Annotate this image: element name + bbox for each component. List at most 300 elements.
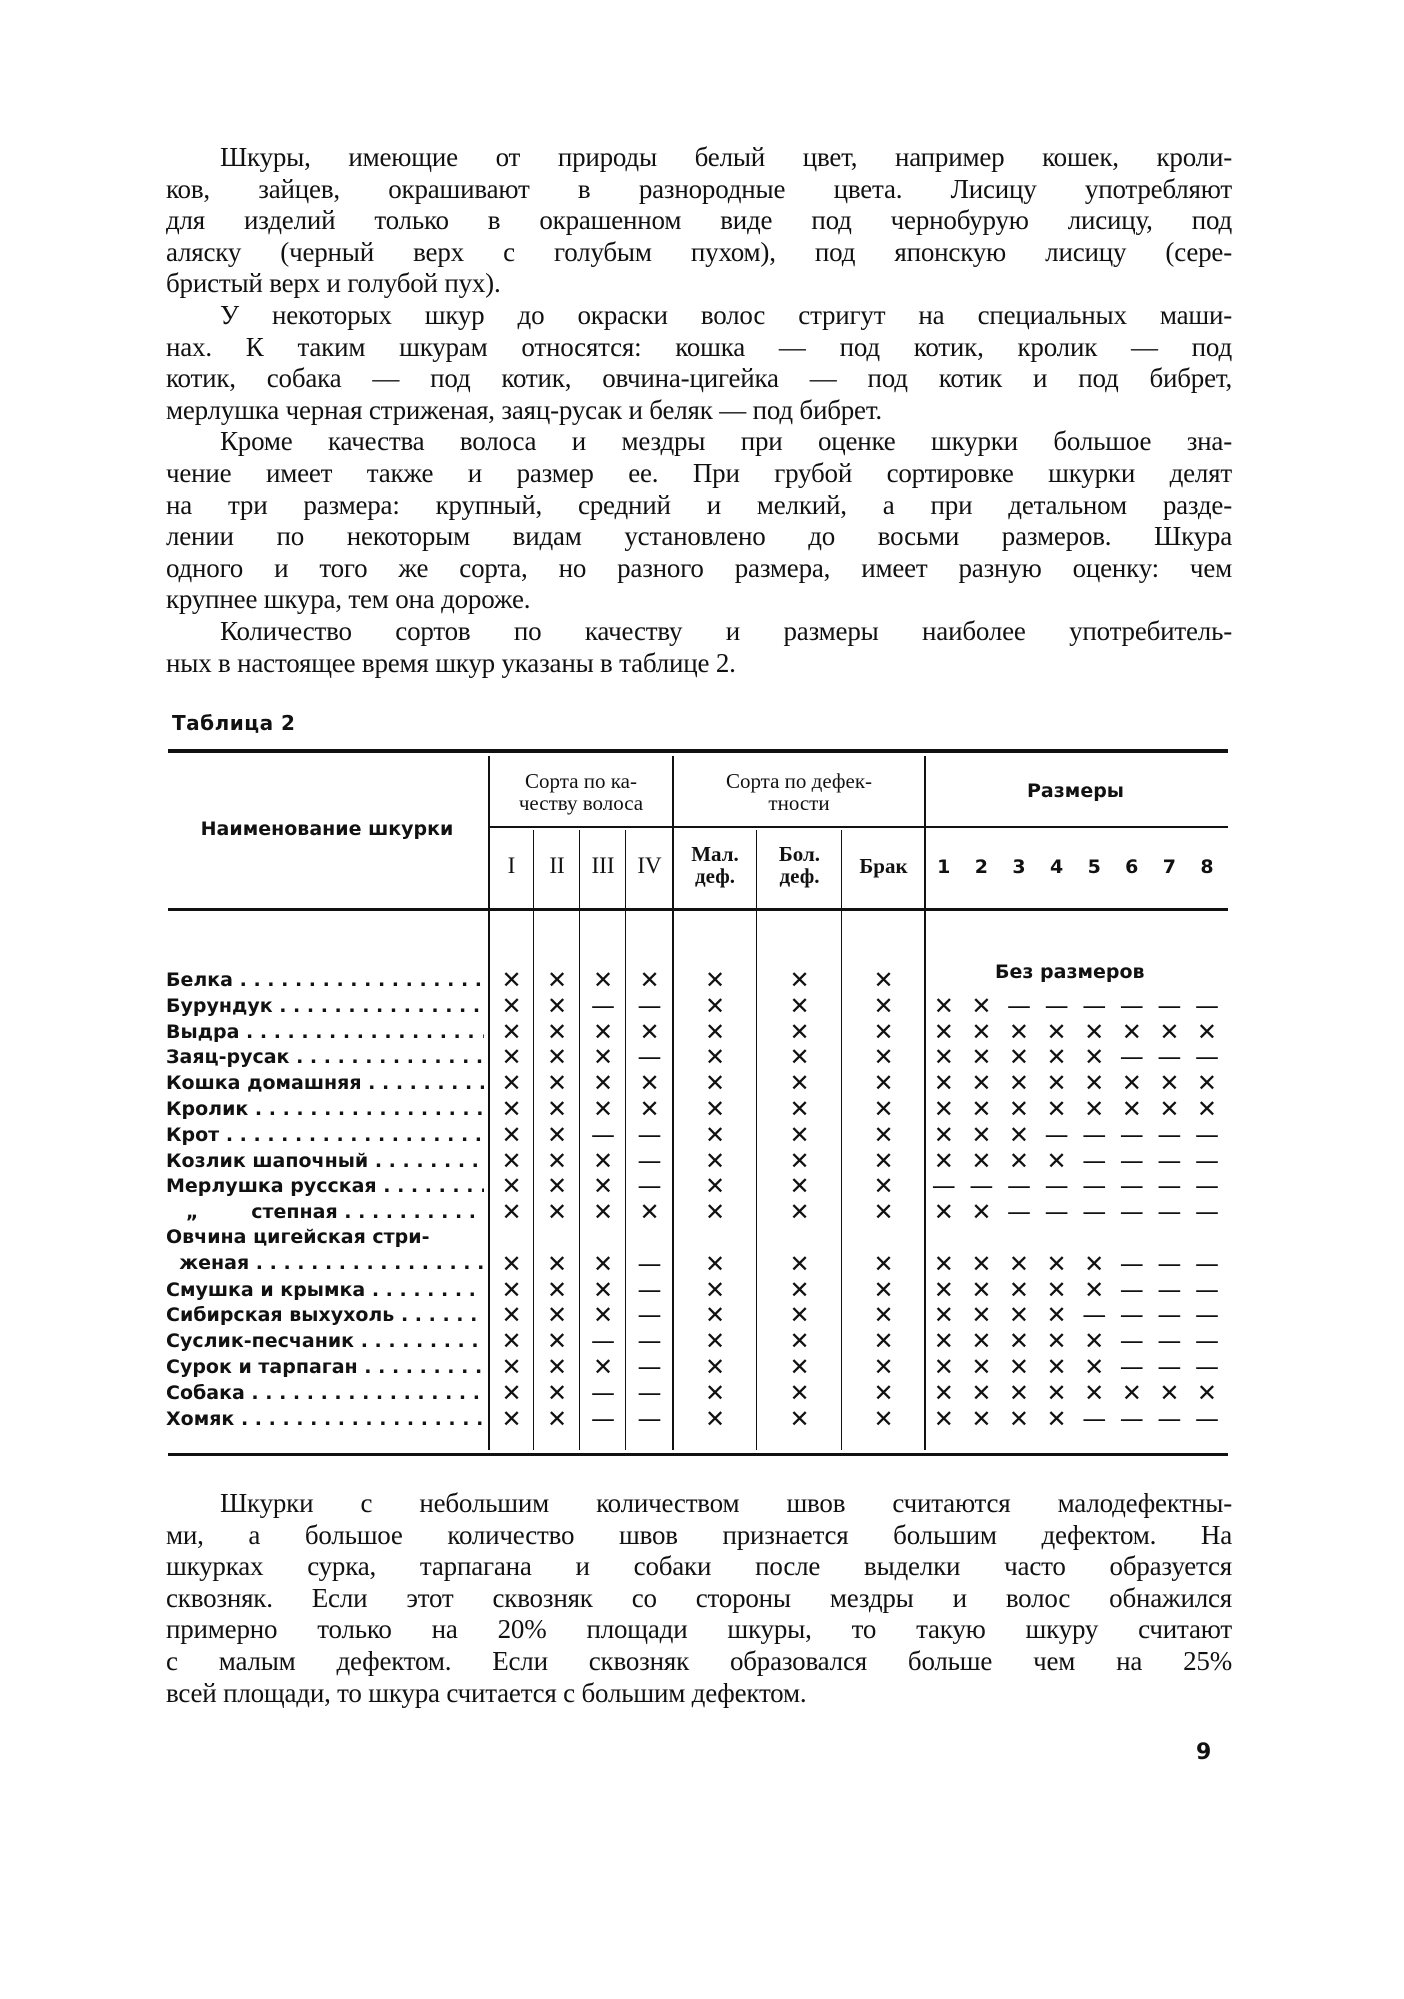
size-mark: ✕ <box>971 1198 992 1227</box>
size-mark: — <box>1119 991 1144 1020</box>
size-mark: ✕ <box>1008 1017 1030 1046</box>
grade-mark: ✕ <box>501 966 522 994</box>
size-mark: ✕ <box>1008 1043 1030 1072</box>
header-size-7: 7 <box>1162 856 1176 878</box>
skin-name: Мерлушка русская . . . <box>166 1173 484 1199</box>
text-line: ков, зайцев, окрашивают в разнородные цвета. Лисицу употребляют <box>166 173 1232 204</box>
size-mark: — <box>1119 1275 1144 1304</box>
header-grades-group: Сорта по ка- честву волоса <box>518 769 644 815</box>
text-line: Шкуры, имеющие от природы белый цвет, например кошек, кроли- <box>220 142 1232 172</box>
size-mark: — <box>1194 1172 1219 1201</box>
size-mark: ✕ <box>971 1275 992 1304</box>
size-mark: ✕ <box>971 1069 992 1098</box>
grade-mark: ✕ <box>546 1275 568 1304</box>
defect-mark: ✕ <box>704 1120 726 1149</box>
defect-mark: ✕ <box>789 1095 810 1123</box>
defect-mark: ✕ <box>704 1353 726 1381</box>
size-mark: — <box>1194 1353 1219 1381</box>
grade-mark: ✕ <box>501 1120 522 1149</box>
grade-mark: — <box>591 1378 615 1407</box>
header-size-8: 8 <box>1200 856 1214 878</box>
size-mark: — <box>1157 1353 1182 1381</box>
defect-mark: ✕ <box>704 1043 726 1072</box>
size-mark: — <box>1082 1146 1107 1175</box>
text-line: всей площади, то шкура считается с большим дефектом. <box>166 1677 807 1708</box>
size-mark: — <box>1082 1120 1107 1149</box>
table-row <box>166 1122 1228 1148</box>
grade-mark: ✕ <box>592 1275 614 1304</box>
text-line: лении по некоторым видам установлено до восьми размеров. Шкура <box>166 521 1232 552</box>
size-mark: ✕ <box>1084 1017 1105 1046</box>
defect-mark: ✕ <box>789 1146 810 1175</box>
size-mark: ✕ <box>1121 1069 1142 1098</box>
size-mark: ✕ <box>1084 1353 1105 1381</box>
skin-name: Сибирская выхухоль . . . <box>166 1302 484 1328</box>
size-mark: — <box>1157 1172 1182 1201</box>
skin-name: Собака . . . <box>166 1380 484 1406</box>
text-line: ми, а большое количество швов признается большим дефектом. На <box>166 1519 1232 1550</box>
table-row <box>166 1354 1228 1380</box>
defect-mark: ✕ <box>873 966 894 994</box>
size-mark: — <box>1119 1404 1144 1433</box>
size-mark: ✕ <box>971 1404 992 1433</box>
defect-mark: ✕ <box>873 1120 894 1149</box>
skin-name: „ степная . . . <box>166 1199 484 1225</box>
defect-mark: ✕ <box>873 1327 894 1356</box>
size-mark: — <box>1082 1404 1107 1433</box>
defect-mark: ✕ <box>789 1043 810 1072</box>
body-text-top <box>166 142 1232 679</box>
size-mark: — <box>1194 1043 1219 1072</box>
size-mark: — <box>1006 1172 1031 1201</box>
defect-mark: ✕ <box>704 1146 726 1175</box>
size-mark: — <box>1157 1198 1182 1227</box>
size-mark: ✕ <box>1008 1146 1030 1175</box>
size-mark: ✕ <box>1008 1069 1030 1098</box>
size-mark: ✕ <box>971 1378 992 1407</box>
size-mark: ✕ <box>933 1198 954 1227</box>
table-row <box>166 1070 1228 1096</box>
grade-mark: ✕ <box>639 1069 660 1098</box>
size-mark: — <box>1194 1301 1219 1330</box>
grade-mark: ✕ <box>501 1353 522 1381</box>
size-mark: — <box>1194 1146 1219 1175</box>
size-mark: ✕ <box>1046 1017 1067 1046</box>
size-mark: — <box>1119 1249 1144 1278</box>
grade-mark: — <box>637 991 662 1020</box>
size-mark: — <box>1044 1172 1069 1201</box>
text-line: чение имеет также и размер ее. При грубой сортировке шкурки делят <box>166 457 1232 488</box>
table-header-rule <box>168 908 1228 911</box>
grade-mark: ✕ <box>639 1198 660 1227</box>
header-grade-2: II <box>549 853 565 878</box>
size-mark: — <box>1157 1275 1182 1304</box>
defect-mark: ✕ <box>789 1120 810 1149</box>
table-row <box>166 1380 1228 1406</box>
table-row <box>166 1199 1228 1225</box>
defect-mark: ✕ <box>789 1301 810 1330</box>
size-mark: — <box>1119 1172 1144 1201</box>
size-mark: — <box>1157 1249 1182 1278</box>
table-row <box>166 993 1228 1019</box>
defect-mark: ✕ <box>873 1069 894 1098</box>
size-mark: — <box>1194 1327 1219 1356</box>
grade-mark: ✕ <box>546 1017 568 1046</box>
defect-mark: ✕ <box>704 1404 726 1433</box>
skin-name: Смушка и крымка . . . <box>166 1277 484 1303</box>
header-defect-3: Брак <box>859 854 908 878</box>
grade-mark: — <box>591 1327 615 1356</box>
size-mark: ✕ <box>933 1404 954 1433</box>
grade-mark: ✕ <box>501 1275 522 1304</box>
defect-mark: ✕ <box>873 1301 894 1330</box>
size-mark: ✕ <box>1046 1404 1067 1433</box>
paragraph <box>166 616 1232 679</box>
header-sizes-group: Размеры <box>1027 780 1124 802</box>
grade-mark: ✕ <box>546 991 568 1020</box>
size-mark: ✕ <box>933 991 954 1020</box>
size-mark: — <box>1194 1249 1219 1278</box>
grade-mark: ✕ <box>592 1172 614 1201</box>
size-mark: ✕ <box>1008 1353 1030 1381</box>
size-mark: ✕ <box>1046 1327 1067 1356</box>
size-mark: ✕ <box>933 1353 954 1381</box>
size-mark: ✕ <box>933 1017 954 1046</box>
text-line: котик, собака — под котик, овчина-цигейка — под котик и под бибрет, <box>166 363 1232 394</box>
size-mark: — <box>1194 1275 1219 1304</box>
grade-mark: ✕ <box>592 1198 614 1227</box>
size-mark: ✕ <box>971 1249 992 1278</box>
size-mark: ✕ <box>1046 1353 1067 1381</box>
size-mark: — <box>1157 1327 1182 1356</box>
defect-mark: ✕ <box>789 991 810 1020</box>
table-row <box>166 961 1228 994</box>
defect-mark: ✕ <box>789 1172 810 1201</box>
size-mark: ✕ <box>971 1146 992 1175</box>
grade-mark: — <box>637 1353 662 1381</box>
grade-mark: — <box>637 1327 662 1356</box>
skin-name: Овчина цигейская стри- женая . . . <box>166 1225 484 1277</box>
defect-mark: ✕ <box>789 1198 810 1227</box>
skin-name: Кошка домашняя . . . <box>166 1070 484 1096</box>
defect-mark: ✕ <box>704 1095 726 1123</box>
size-mark: ✕ <box>1046 1043 1067 1072</box>
text-line: мерлушка черная стриженая, заяц-русак и беляк — под бибрет. <box>166 394 882 425</box>
size-mark: — <box>1157 1301 1182 1330</box>
grade-mark: — <box>637 1378 662 1407</box>
text-line: одного и того же сорта, но разного размера, имеет разную оценку: чем <box>166 552 1232 583</box>
size-mark: ✕ <box>971 991 992 1020</box>
size-mark: — <box>1044 991 1069 1020</box>
size-mark: ✕ <box>1084 1095 1105 1123</box>
grade-mark: ✕ <box>546 1146 568 1175</box>
skin-name: Суслик-песчаник . . . <box>166 1328 484 1354</box>
defect-mark: ✕ <box>789 1353 810 1381</box>
grade-mark: ✕ <box>501 1404 522 1433</box>
grade-mark: ✕ <box>546 1378 568 1407</box>
defect-mark: ✕ <box>704 1069 726 1098</box>
text-line: бристый верх и голубой пух). <box>166 268 501 299</box>
size-mark: — <box>1119 1146 1144 1175</box>
page-number: 9 <box>1196 1740 1212 1765</box>
size-mark: — <box>1082 1198 1107 1227</box>
size-mark: ✕ <box>1008 1275 1030 1304</box>
size-mark: ✕ <box>933 1378 954 1407</box>
skin-name: Козлик шапочный . . . <box>166 1148 484 1174</box>
size-mark: — <box>1119 1043 1144 1072</box>
skin-name: Выдра . . . <box>166 1019 484 1045</box>
defect-mark: ✕ <box>789 1017 810 1046</box>
size-mark: ✕ <box>1008 1249 1030 1278</box>
grade-mark: ✕ <box>639 1017 660 1046</box>
size-mark: — <box>931 1172 956 1201</box>
defect-mark: ✕ <box>873 1249 894 1278</box>
size-mark: ✕ <box>971 1095 992 1123</box>
size-mark: ✕ <box>1046 1249 1067 1278</box>
defect-mark: ✕ <box>873 991 894 1020</box>
size-mark: ✕ <box>933 1146 954 1175</box>
defect-mark: ✕ <box>704 1249 726 1278</box>
size-mark: — <box>1119 1353 1144 1381</box>
defect-mark: ✕ <box>873 1095 894 1123</box>
size-mark: — <box>1194 991 1219 1020</box>
defect-mark: ✕ <box>789 1378 810 1407</box>
size-mark: — <box>1044 1120 1069 1149</box>
size-mark: ✕ <box>1196 1095 1218 1123</box>
text-line: Количество сортов по качеству и размеры наиболее употребитель- <box>220 615 1232 646</box>
table-top-rule <box>168 749 1228 753</box>
header-sub-rule <box>489 826 1228 828</box>
size-mark: — <box>1082 1301 1107 1330</box>
size-mark: ✕ <box>1159 1095 1180 1123</box>
skin-name: Хомяк . . . <box>166 1406 484 1432</box>
size-mark: ✕ <box>933 1249 954 1278</box>
table-row <box>166 1096 1228 1122</box>
grade-mark: — <box>637 1120 662 1149</box>
grade-mark: ✕ <box>546 1095 568 1123</box>
size-mark: — <box>1044 1198 1069 1227</box>
table-row <box>166 1173 1228 1199</box>
size-mark: ✕ <box>1046 1069 1067 1098</box>
size-mark: ✕ <box>971 1120 992 1149</box>
size-mark: — <box>1119 1301 1144 1330</box>
text-line: с малым дефектом. Если сквозняк образовался больше чем на 25% <box>166 1645 1232 1676</box>
text-line: на три размера: крупный, средний и мелкий, а при детальном разде- <box>166 489 1232 520</box>
size-mark: — <box>1082 991 1107 1020</box>
defect-mark: ✕ <box>873 1043 894 1072</box>
paragraph <box>166 300 1232 426</box>
size-mark: ✕ <box>1084 1275 1105 1304</box>
grade-mark: ✕ <box>639 966 660 994</box>
table-row <box>166 1148 1228 1174</box>
skin-name: Кролик . . . <box>166 1096 484 1122</box>
grade-mark: — <box>637 1146 662 1175</box>
header-size-3: 3 <box>1012 856 1026 878</box>
size-mark: ✕ <box>933 1043 954 1072</box>
header-grade-1: I <box>507 853 516 878</box>
sizes-note: Без размеров <box>995 961 1145 983</box>
size-mark: ✕ <box>1046 1301 1067 1330</box>
table-row <box>166 1226 1228 1278</box>
grade-mark: ✕ <box>546 1172 568 1201</box>
header-grade-4: IV <box>637 853 662 878</box>
size-mark: — <box>969 1172 994 1201</box>
defect-mark: ✕ <box>873 1275 894 1304</box>
text-line: шкурках сурка, тарпагана и собаки после выделки часто образуется <box>166 1551 1232 1582</box>
grade-mark: ✕ <box>592 1095 614 1123</box>
defect-mark: ✕ <box>789 1249 810 1278</box>
grade-mark: — <box>591 991 615 1020</box>
grade-mark: ✕ <box>501 1146 522 1175</box>
size-mark: ✕ <box>1084 1069 1105 1098</box>
table-row <box>166 1328 1228 1354</box>
skin-name: Белка . . . <box>166 967 484 993</box>
grade-mark: ✕ <box>501 1017 522 1046</box>
text-line: У некоторых шкур до окраски волос стригут на специальных маши- <box>220 299 1232 330</box>
size-mark: ✕ <box>1159 1017 1180 1046</box>
size-mark: ✕ <box>1084 1378 1105 1407</box>
grade-mark: — <box>637 1301 662 1330</box>
grade-mark: ✕ <box>501 1095 522 1123</box>
size-mark: — <box>1157 1404 1182 1433</box>
grade-mark: ✕ <box>546 1301 568 1330</box>
grade-mark: ✕ <box>501 1327 522 1356</box>
size-mark: ✕ <box>1159 1378 1180 1407</box>
grade-mark: ✕ <box>546 1327 568 1356</box>
defect-mark: ✕ <box>704 1378 726 1407</box>
size-mark: — <box>1119 1120 1144 1149</box>
size-mark: ✕ <box>1084 1043 1105 1072</box>
grade-mark: ✕ <box>592 1353 614 1381</box>
defect-mark: ✕ <box>704 966 726 994</box>
header-size-6: 6 <box>1125 856 1139 878</box>
grade-mark: ✕ <box>546 1069 568 1098</box>
size-mark: ✕ <box>1008 1404 1030 1433</box>
skin-name: Крот . . . <box>166 1122 484 1148</box>
grade-mark: ✕ <box>501 991 522 1020</box>
defect-mark: ✕ <box>704 1327 726 1356</box>
size-mark: ✕ <box>933 1275 954 1304</box>
text-line: сквозняк. Если этот сквозняк со стороны мездры и волос обнажился <box>166 1582 1232 1613</box>
header-defect-2: Бол. деф. <box>778 842 821 888</box>
size-mark: ✕ <box>1008 1120 1030 1149</box>
defect-mark: ✕ <box>873 1146 894 1175</box>
grade-mark: — <box>637 1249 662 1278</box>
grade-mark: — <box>591 1120 615 1149</box>
grade-mark: — <box>637 1275 662 1304</box>
size-mark: ✕ <box>1196 1069 1218 1098</box>
defect-mark: ✕ <box>873 1198 894 1227</box>
size-mark: ✕ <box>971 1017 992 1046</box>
paragraph <box>166 1488 1232 1709</box>
grade-mark: ✕ <box>546 1120 568 1149</box>
defect-mark: ✕ <box>789 1404 810 1433</box>
grade-mark: ✕ <box>592 1069 614 1098</box>
size-mark: — <box>1194 1198 1219 1227</box>
defect-mark: ✕ <box>873 1353 894 1381</box>
size-mark: ✕ <box>1196 1378 1218 1407</box>
size-mark: ✕ <box>1046 1275 1067 1304</box>
grade-mark: ✕ <box>592 966 614 994</box>
size-mark: ✕ <box>1196 1017 1218 1046</box>
grade-mark: ✕ <box>546 1043 568 1072</box>
defect-mark: ✕ <box>873 1172 894 1201</box>
grade-mark: ✕ <box>546 1404 568 1433</box>
grade-mark: ✕ <box>592 1043 614 1072</box>
size-mark: ✕ <box>971 1043 992 1072</box>
table-row <box>166 1406 1228 1432</box>
defect-mark: ✕ <box>789 966 810 994</box>
size-mark: ✕ <box>1121 1095 1142 1123</box>
grade-mark: ✕ <box>592 1017 614 1046</box>
size-mark: ✕ <box>1121 1378 1142 1407</box>
grade-mark: ✕ <box>592 1249 614 1278</box>
size-mark: ✕ <box>1008 1301 1030 1330</box>
table-bottom-rule <box>168 1453 1228 1456</box>
size-mark: ✕ <box>933 1120 954 1149</box>
defect-mark: ✕ <box>789 1069 810 1098</box>
paragraph <box>166 142 1232 300</box>
defect-mark: ✕ <box>873 1017 894 1046</box>
grade-mark: ✕ <box>546 1249 568 1278</box>
size-mark: ✕ <box>1121 1017 1142 1046</box>
size-mark: ✕ <box>1159 1069 1180 1098</box>
size-mark: ✕ <box>1046 1378 1067 1407</box>
size-mark: — <box>1157 1120 1182 1149</box>
table-caption: Таблица 2 <box>172 711 296 735</box>
grade-mark: ✕ <box>546 1198 568 1227</box>
size-mark: ✕ <box>933 1069 954 1098</box>
grade-mark: ✕ <box>546 1353 568 1381</box>
grade-mark: ✕ <box>639 1095 660 1123</box>
size-mark: ✕ <box>1008 1327 1030 1356</box>
table-row <box>166 1044 1228 1070</box>
size-mark: — <box>1194 1120 1219 1149</box>
size-mark: — <box>1157 1043 1182 1072</box>
grade-mark: ✕ <box>501 1069 522 1098</box>
skin-name: Бурундук . . . <box>166 993 484 1019</box>
size-mark: — <box>1006 1198 1031 1227</box>
skin-name: Сурок и тарпаган . . . <box>166 1354 484 1380</box>
size-mark: ✕ <box>933 1327 954 1356</box>
grade-mark: — <box>591 1404 615 1433</box>
grade-mark: ✕ <box>501 1301 522 1330</box>
defect-mark: ✕ <box>873 1378 894 1407</box>
grade-mark: ✕ <box>501 1249 522 1278</box>
defect-mark: ✕ <box>704 1275 726 1304</box>
grade-mark: ✕ <box>501 1172 522 1201</box>
text-line: для изделий только в окрашенном виде под чернобурую лисицу, под <box>166 205 1232 236</box>
skin-name: Заяц-русак . . . <box>166 1044 484 1070</box>
grade-mark: ✕ <box>501 1378 522 1407</box>
table-row <box>166 1277 1228 1303</box>
paragraph <box>166 426 1232 616</box>
size-mark: ✕ <box>1008 1378 1030 1407</box>
size-mark: ✕ <box>933 1095 954 1123</box>
grade-mark: ✕ <box>592 1301 614 1330</box>
text-line: ных в настоящее время шкур указаны в таблице 2. <box>166 647 736 678</box>
text-line: примерно только на 20% площади шкуры, то такую шкуру считают <box>166 1614 1232 1645</box>
body-text-bottom <box>166 1488 1232 1709</box>
text-line: аляску (черный верх с голубым пухом), под японскую лисицу (сере- <box>166 236 1232 267</box>
defect-mark: ✕ <box>704 1301 726 1330</box>
defect-mark: ✕ <box>873 1404 894 1433</box>
header-size-2: 2 <box>974 856 988 878</box>
defect-mark: ✕ <box>789 1275 810 1304</box>
size-mark: ✕ <box>1084 1249 1105 1278</box>
size-mark: ✕ <box>971 1353 992 1381</box>
size-mark: — <box>1119 1327 1144 1356</box>
